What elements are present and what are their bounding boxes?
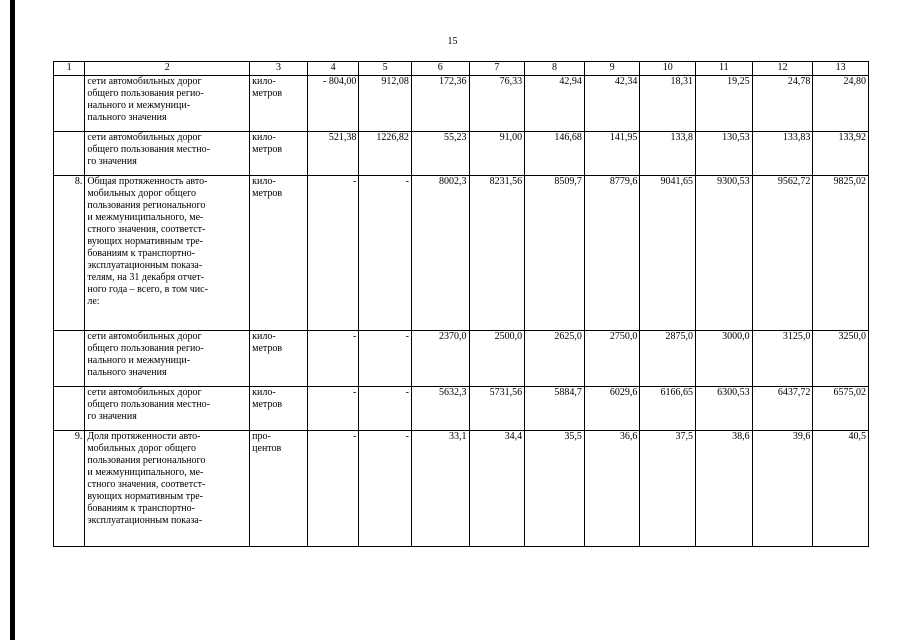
- column-number-header: 1: [54, 62, 85, 76]
- indicator-name-cell: Общая протяженность авто- мобильных дорог общего пользования регионального и межмуниципального, ме- стного значения, соответст- вующих нормативным тре- бованиям к транспортно- эксплуатационным показа- телям, на 31 декабря отчет- ного года – всего, в том чис- ле:: [85, 176, 250, 331]
- column-number-header: 4: [307, 62, 359, 76]
- indicator-name-cell: сети автомобильных дорог общего пользования регио- нального и межмуници- пального значения: [85, 331, 250, 387]
- column-number-header: 7: [469, 62, 525, 76]
- value-cell: 8231,56: [469, 176, 525, 331]
- column-number-header: 5: [359, 62, 412, 76]
- value-cell: 24,78: [752, 76, 813, 132]
- table-row: [54, 387, 869, 431]
- value-cell: 2875,0: [640, 331, 696, 387]
- value-cell: 5884,7: [525, 387, 585, 431]
- value-cell: 130,53: [696, 132, 753, 176]
- value-cell: 8509,7: [525, 176, 585, 331]
- value-cell: 521,38: [307, 132, 359, 176]
- table-row: [54, 331, 869, 387]
- table-row: [54, 76, 869, 132]
- value-cell: 8779,6: [584, 176, 640, 331]
- indicator-name-cell: Доля протяженности авто- мобильных дорог общего пользования регионального и межмуниципального, ме- стного значения, соответст- вующих нормативным тре- бованиям к транспортно- эксплуатационным показа-: [85, 431, 250, 547]
- value-cell: 141,95: [584, 132, 640, 176]
- value-cell: -: [307, 387, 359, 431]
- row-index-cell: [54, 331, 85, 387]
- value-cell: - 804,00: [307, 76, 359, 132]
- value-cell: 3250,0: [813, 331, 869, 387]
- value-cell: 35,5: [525, 431, 585, 547]
- value-cell: 133,92: [813, 132, 869, 176]
- value-cell: 2750,0: [584, 331, 640, 387]
- value-cell: 9562,72: [752, 176, 813, 331]
- value-cell: 55,23: [411, 132, 469, 176]
- value-cell: 146,68: [525, 132, 585, 176]
- value-cell: 40,5: [813, 431, 869, 547]
- value-cell: 2370,0: [411, 331, 469, 387]
- value-cell: 133,83: [752, 132, 813, 176]
- unit-cell: кило- метров: [250, 132, 308, 176]
- value-cell: 3000,0: [696, 331, 753, 387]
- table-row: [54, 176, 869, 331]
- value-cell: 37,5: [640, 431, 696, 547]
- column-number-header: 8: [525, 62, 585, 76]
- value-cell: 1226,82: [359, 132, 412, 176]
- unit-cell: кило- метров: [250, 176, 308, 331]
- indicators-table: [53, 61, 869, 547]
- column-number-header: 3: [250, 62, 308, 76]
- value-cell: 6300,53: [696, 387, 753, 431]
- value-cell: 6029,6: [584, 387, 640, 431]
- value-cell: -: [307, 176, 359, 331]
- value-cell: 2625,0: [525, 331, 585, 387]
- value-cell: 36,6: [584, 431, 640, 547]
- row-index-cell: [54, 76, 85, 132]
- value-cell: 912,08: [359, 76, 412, 132]
- column-number-header: 10: [640, 62, 696, 76]
- value-cell: 172,36: [411, 76, 469, 132]
- value-cell: 6437,72: [752, 387, 813, 431]
- value-cell: 76,33: [469, 76, 525, 132]
- value-cell: -: [307, 431, 359, 547]
- page-number: 15: [447, 36, 458, 47]
- indicator-name-cell: сети автомобильных дорог общего пользования регио- нального и межмуници- пального значения: [85, 76, 250, 132]
- value-cell: 34,4: [469, 431, 525, 547]
- table-row: [54, 132, 869, 176]
- value-cell: -: [359, 331, 412, 387]
- column-number-header: 13: [813, 62, 869, 76]
- value-cell: 3125,0: [752, 331, 813, 387]
- value-cell: 8002,3: [411, 176, 469, 331]
- unit-cell: про- центов: [250, 431, 308, 547]
- value-cell: 9825,02: [813, 176, 869, 331]
- scan-edge-bar: [10, 0, 15, 640]
- value-cell: 9041,65: [640, 176, 696, 331]
- value-cell: 33,1: [411, 431, 469, 547]
- row-index-cell: 8.: [54, 176, 85, 331]
- value-cell: 18,31: [640, 76, 696, 132]
- row-index-cell: [54, 387, 85, 431]
- value-cell: 38,6: [696, 431, 753, 547]
- value-cell: 5731,56: [469, 387, 525, 431]
- value-cell: 42,34: [584, 76, 640, 132]
- column-number-header: 2: [85, 62, 250, 76]
- column-number-header: 6: [411, 62, 469, 76]
- value-cell: 19,25: [696, 76, 753, 132]
- value-cell: 6575,02: [813, 387, 869, 431]
- indicator-name-cell: сети автомобильных дорог общего пользования местно- го значения: [85, 387, 250, 431]
- value-cell: 6166,65: [640, 387, 696, 431]
- table-row: [54, 431, 869, 547]
- value-cell: -: [359, 431, 412, 547]
- value-cell: -: [359, 176, 412, 331]
- column-number-header: 12: [752, 62, 813, 76]
- value-cell: 9300,53: [696, 176, 753, 331]
- unit-cell: кило- метров: [250, 387, 308, 431]
- value-cell: 24,80: [813, 76, 869, 132]
- unit-cell: кило- метров: [250, 76, 308, 132]
- row-index-cell: [54, 132, 85, 176]
- value-cell: 39,6: [752, 431, 813, 547]
- column-number-header: 9: [584, 62, 640, 76]
- value-cell: -: [307, 331, 359, 387]
- value-cell: 5632,3: [411, 387, 469, 431]
- value-cell: 91,00: [469, 132, 525, 176]
- indicator-name-cell: сети автомобильных дорог общего пользования местно- го значения: [85, 132, 250, 176]
- unit-cell: кило- метров: [250, 331, 308, 387]
- row-index-cell: 9.: [54, 431, 85, 547]
- column-number-header: 11: [696, 62, 753, 76]
- table-header-row: [54, 62, 869, 76]
- value-cell: 2500,0: [469, 331, 525, 387]
- value-cell: -: [359, 387, 412, 431]
- value-cell: 133,8: [640, 132, 696, 176]
- value-cell: 42,94: [525, 76, 585, 132]
